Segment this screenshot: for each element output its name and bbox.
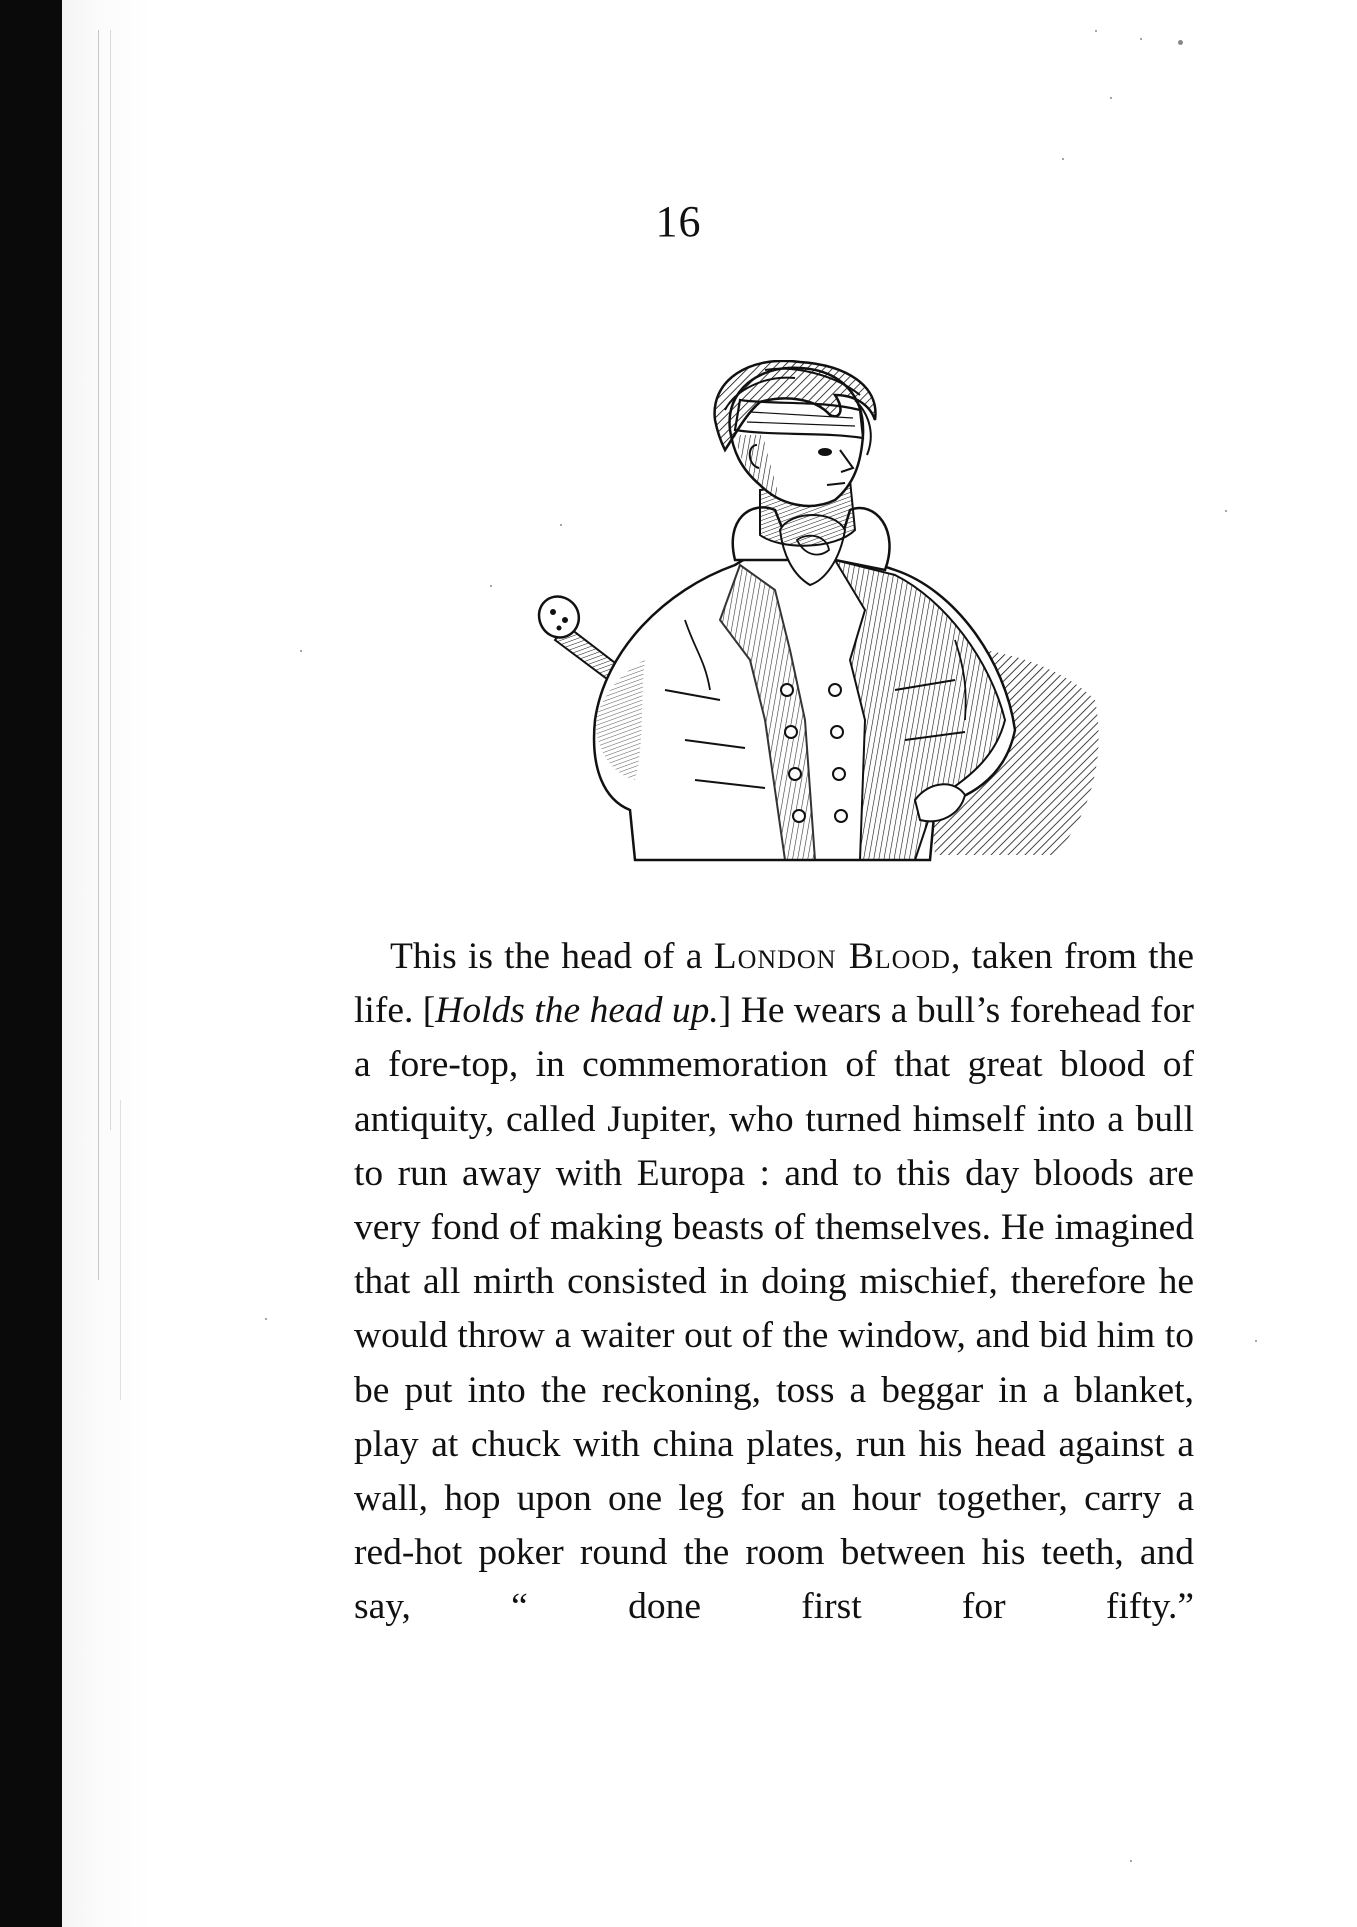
- stage-direction-close: ]: [718, 990, 732, 1032]
- paper-speck: [1140, 38, 1142, 40]
- paper-speck: [1255, 1340, 1257, 1342]
- book-binding-edge: [0, 0, 62, 1927]
- passage-intro: This is the head of a: [390, 936, 714, 977]
- paper-speck: [1110, 97, 1112, 99]
- stage-direction-open: [: [422, 990, 436, 1032]
- paper-speck: [1062, 158, 1064, 160]
- subject-name: London Blood: [713, 936, 951, 977]
- passage: [354, 930, 1194, 1635]
- gutter-line: [120, 1100, 121, 1400]
- paper-speck: [265, 1318, 267, 1320]
- passage-paragraph: [354, 930, 1194, 1635]
- paper-speck: [1130, 1860, 1132, 1862]
- paper-speck: [300, 650, 302, 652]
- paper-speck: [1095, 30, 1097, 32]
- paper-speck: [1178, 40, 1183, 45]
- passage-after-subject: , taken from the life.: [354, 936, 1194, 1032]
- page-gutter: [62, 0, 152, 1927]
- page-number: 16: [655, 197, 702, 246]
- paper-speck: [1225, 510, 1227, 512]
- stage-direction: Holds the head up.: [435, 990, 719, 1032]
- gutter-line: [110, 30, 111, 1130]
- passage-body: He wears a bull’s forehead for a fore-top, in commemoration of that great blood of antiquity, called Jupiter, who turned himself into a bull to run away with Europa : and to this day bloods are very fond of making beasts of themselves. He imagined that all mirth consisted in doing mischief, therefore he would throw a waiter out of the window, and bid him to be put into the reckoning, toss a beggar in a blanket, play at chuck with china plates, run his head against a wall, hop upon one leg for an hour together, carry a red-hot poker round the room between his teeth, and say, “ done first for fifty.”: [354, 990, 1194, 1628]
- london-blood-engraving: [535, 360, 1110, 880]
- paper-speck: [490, 585, 492, 587]
